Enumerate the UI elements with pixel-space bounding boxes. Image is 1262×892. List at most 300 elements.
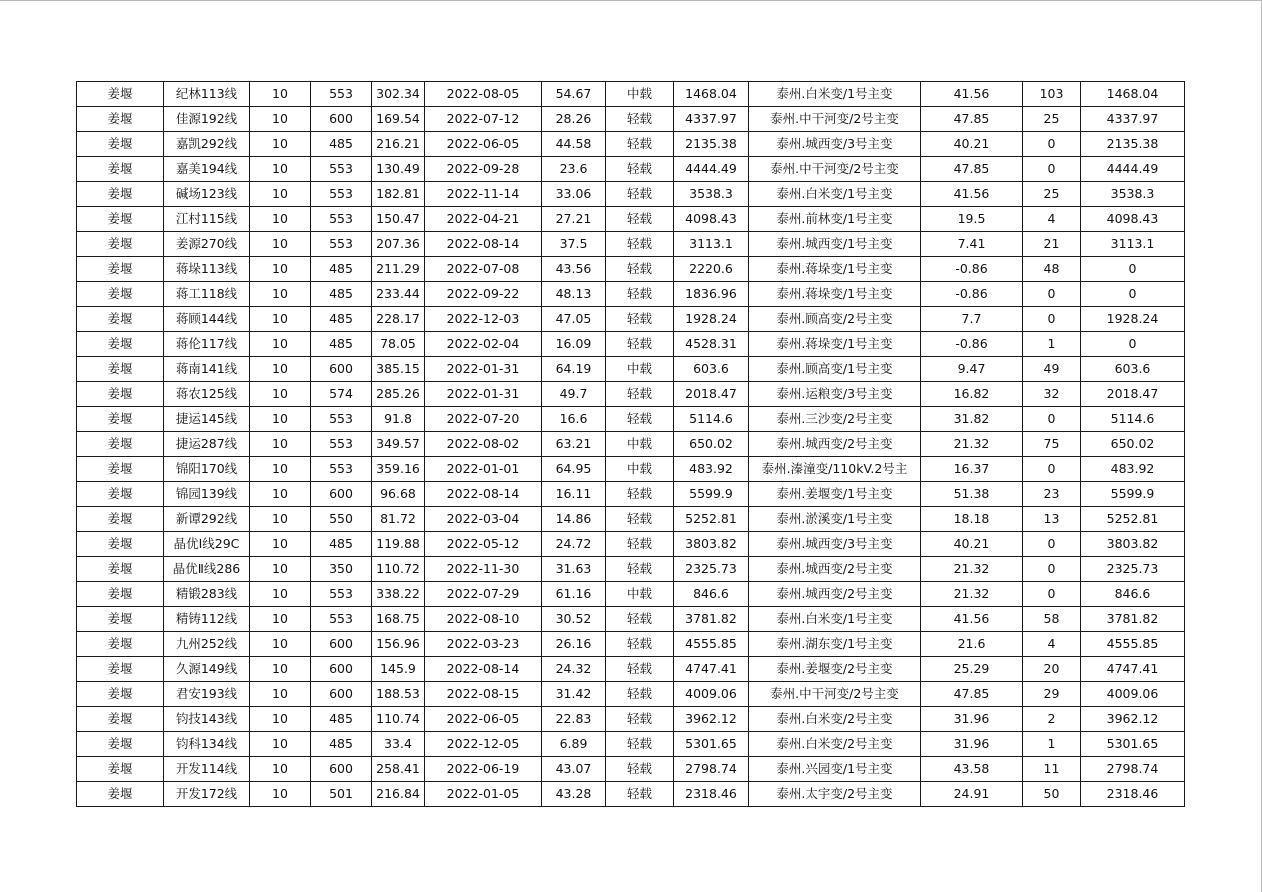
cell-available-capacity: 4009.06 xyxy=(674,682,749,707)
cell-line-name: 捷运145线 xyxy=(164,407,250,432)
cell-line-name: 蒋顾144线 xyxy=(164,307,250,332)
cell-substation-transformer: 泰州.兴园变/1号主变 xyxy=(749,757,921,782)
cell-load-rate: 28.26 xyxy=(542,107,606,132)
cell-date: 2022-12-05 xyxy=(425,732,542,757)
cell-adjusted-capacity: 4444.49 xyxy=(1081,157,1185,182)
cell-rated-current: 600 xyxy=(311,357,372,382)
cell-load-status: 轻载 xyxy=(606,782,674,807)
cell-transformer-load-rate: 47.85 xyxy=(921,107,1023,132)
table-row xyxy=(77,457,1185,482)
cell-rated-current: 550 xyxy=(311,507,372,532)
cell-substation-transformer: 泰州.溱潼变/110kV.2号主 xyxy=(749,457,921,482)
cell-count: 48 xyxy=(1023,257,1081,282)
cell-load-rate: 16.09 xyxy=(542,332,606,357)
cell-adjusted-capacity: 3538.3 xyxy=(1081,182,1185,207)
cell-substation-transformer: 泰州.蒋垛变/1号主变 xyxy=(749,332,921,357)
cell-line-name: 嘉美194线 xyxy=(164,157,250,182)
cell-line-name: 蒋伦117线 xyxy=(164,332,250,357)
cell-voltage: 10 xyxy=(250,182,311,207)
cell-transformer-load-rate: 43.58 xyxy=(921,757,1023,782)
table-row xyxy=(77,657,1185,682)
cell-line-name: 纪林113线 xyxy=(164,82,250,107)
cell-voltage: 10 xyxy=(250,257,311,282)
cell-available-capacity: 4555.85 xyxy=(674,632,749,657)
cell-county: 姜堰 xyxy=(77,107,164,132)
cell-count: 11 xyxy=(1023,757,1081,782)
cell-available-capacity: 846.6 xyxy=(674,582,749,607)
cell-transformer-load-rate: 31.82 xyxy=(921,407,1023,432)
cell-load-rate: 64.95 xyxy=(542,457,606,482)
cell-county: 姜堰 xyxy=(77,657,164,682)
cell-line-name: 蒋工118线 xyxy=(164,282,250,307)
cell-adjusted-capacity: 4098.43 xyxy=(1081,207,1185,232)
cell-count: 20 xyxy=(1023,657,1081,682)
cell-count: 2 xyxy=(1023,707,1081,732)
cell-date: 2022-02-04 xyxy=(425,332,542,357)
cell-rated-current: 600 xyxy=(311,657,372,682)
cell-max-current: 156.96 xyxy=(372,632,425,657)
cell-county: 姜堰 xyxy=(77,732,164,757)
cell-load-rate: 16.6 xyxy=(542,407,606,432)
cell-count: 0 xyxy=(1023,582,1081,607)
cell-line-name: 久源149线 xyxy=(164,657,250,682)
cell-line-name: 蒋南141线 xyxy=(164,357,250,382)
cell-rated-current: 600 xyxy=(311,482,372,507)
cell-substation-transformer: 泰州.白米变/2号主变 xyxy=(749,707,921,732)
cell-substation-transformer: 泰州.顾高变/1号主变 xyxy=(749,357,921,382)
cell-date: 2022-08-14 xyxy=(425,482,542,507)
cell-count: 32 xyxy=(1023,382,1081,407)
cell-rated-current: 600 xyxy=(311,107,372,132)
cell-county: 姜堰 xyxy=(77,382,164,407)
cell-load-rate: 43.28 xyxy=(542,782,606,807)
cell-count: 13 xyxy=(1023,507,1081,532)
cell-max-current: 188.53 xyxy=(372,682,425,707)
cell-county: 姜堰 xyxy=(77,507,164,532)
cell-load-rate: 61.16 xyxy=(542,582,606,607)
cell-adjusted-capacity: 5114.6 xyxy=(1081,407,1185,432)
cell-transformer-load-rate: -0.86 xyxy=(921,332,1023,357)
cell-voltage: 10 xyxy=(250,482,311,507)
cell-load-rate: 6.89 xyxy=(542,732,606,757)
cell-line-name: 钧科134线 xyxy=(164,732,250,757)
cell-adjusted-capacity: 4009.06 xyxy=(1081,682,1185,707)
cell-load-rate: 43.07 xyxy=(542,757,606,782)
cell-max-current: 96.68 xyxy=(372,482,425,507)
cell-voltage: 10 xyxy=(250,232,311,257)
cell-transformer-load-rate: 51.38 xyxy=(921,482,1023,507)
cell-available-capacity: 650.02 xyxy=(674,432,749,457)
cell-county: 姜堰 xyxy=(77,707,164,732)
table-row xyxy=(77,607,1185,632)
cell-line-name: 君安193线 xyxy=(164,682,250,707)
cell-count: 0 xyxy=(1023,132,1081,157)
cell-count: 1 xyxy=(1023,732,1081,757)
table-body xyxy=(77,82,1185,807)
table-row xyxy=(77,357,1185,382)
cell-transformer-load-rate: 16.82 xyxy=(921,382,1023,407)
cell-available-capacity: 4747.41 xyxy=(674,657,749,682)
cell-substation-transformer: 泰州.运粮变/3号主变 xyxy=(749,382,921,407)
cell-load-rate: 37.5 xyxy=(542,232,606,257)
cell-load-status: 轻载 xyxy=(606,482,674,507)
cell-line-name: 捷运287线 xyxy=(164,432,250,457)
table-row xyxy=(77,207,1185,232)
cell-county: 姜堰 xyxy=(77,282,164,307)
cell-max-current: 216.21 xyxy=(372,132,425,157)
cell-transformer-load-rate: -0.86 xyxy=(921,257,1023,282)
cell-rated-current: 600 xyxy=(311,632,372,657)
cell-max-current: 359.16 xyxy=(372,457,425,482)
cell-load-rate: 24.72 xyxy=(542,532,606,557)
cell-county: 姜堰 xyxy=(77,432,164,457)
cell-load-status: 轻载 xyxy=(606,682,674,707)
cell-date: 2022-07-12 xyxy=(425,107,542,132)
cell-date: 2022-04-21 xyxy=(425,207,542,232)
cell-rated-current: 485 xyxy=(311,307,372,332)
cell-substation-transformer: 泰州.太宇变/2号主变 xyxy=(749,782,921,807)
cell-available-capacity: 5301.65 xyxy=(674,732,749,757)
cell-substation-transformer: 泰州.顾高变/2号主变 xyxy=(749,307,921,332)
cell-count: 21 xyxy=(1023,232,1081,257)
cell-county: 姜堰 xyxy=(77,132,164,157)
cell-county: 姜堰 xyxy=(77,457,164,482)
table-row xyxy=(77,732,1185,757)
cell-date: 2022-01-31 xyxy=(425,382,542,407)
cell-max-current: 81.72 xyxy=(372,507,425,532)
cell-date: 2022-03-04 xyxy=(425,507,542,532)
cell-transformer-load-rate: 40.21 xyxy=(921,532,1023,557)
cell-count: 0 xyxy=(1023,282,1081,307)
cell-max-current: 233.44 xyxy=(372,282,425,307)
cell-load-status: 中载 xyxy=(606,82,674,107)
cell-max-current: 385.15 xyxy=(372,357,425,382)
table-row xyxy=(77,257,1185,282)
cell-county: 姜堰 xyxy=(77,157,164,182)
cell-line-name: 碱场123线 xyxy=(164,182,250,207)
cell-voltage: 10 xyxy=(250,307,311,332)
cell-line-name: 精铸112线 xyxy=(164,607,250,632)
cell-voltage: 10 xyxy=(250,782,311,807)
cell-adjusted-capacity: 846.6 xyxy=(1081,582,1185,607)
cell-max-current: 169.54 xyxy=(372,107,425,132)
cell-voltage: 10 xyxy=(250,157,311,182)
cell-transformer-load-rate: 47.85 xyxy=(921,682,1023,707)
cell-rated-current: 485 xyxy=(311,257,372,282)
cell-adjusted-capacity: 5301.65 xyxy=(1081,732,1185,757)
table-row xyxy=(77,407,1185,432)
cell-max-current: 130.49 xyxy=(372,157,425,182)
cell-available-capacity: 2135.38 xyxy=(674,132,749,157)
cell-county: 姜堰 xyxy=(77,782,164,807)
cell-count: 49 xyxy=(1023,357,1081,382)
cell-load-status: 轻载 xyxy=(606,307,674,332)
cell-adjusted-capacity: 2798.74 xyxy=(1081,757,1185,782)
cell-load-status: 轻载 xyxy=(606,507,674,532)
cell-line-name: 佳源192线 xyxy=(164,107,250,132)
cell-rated-current: 485 xyxy=(311,532,372,557)
cell-count: 0 xyxy=(1023,407,1081,432)
cell-rated-current: 553 xyxy=(311,432,372,457)
cell-transformer-load-rate: 19.5 xyxy=(921,207,1023,232)
cell-load-rate: 33.06 xyxy=(542,182,606,207)
cell-transformer-load-rate: 18.18 xyxy=(921,507,1023,532)
cell-load-status: 轻载 xyxy=(606,707,674,732)
cell-max-current: 182.81 xyxy=(372,182,425,207)
table-row xyxy=(77,757,1185,782)
cell-count: 0 xyxy=(1023,457,1081,482)
cell-transformer-load-rate: 41.56 xyxy=(921,182,1023,207)
cell-voltage: 10 xyxy=(250,557,311,582)
cell-adjusted-capacity: 1928.24 xyxy=(1081,307,1185,332)
cell-load-rate: 63.21 xyxy=(542,432,606,457)
cell-county: 姜堰 xyxy=(77,232,164,257)
table-row xyxy=(77,282,1185,307)
cell-voltage: 10 xyxy=(250,507,311,532)
cell-substation-transformer: 泰州.姜堰变/1号主变 xyxy=(749,482,921,507)
cell-transformer-load-rate: 31.96 xyxy=(921,707,1023,732)
cell-transformer-load-rate: 21.6 xyxy=(921,632,1023,657)
cell-substation-transformer: 泰州.姜堰变/2号主变 xyxy=(749,657,921,682)
cell-voltage: 10 xyxy=(250,457,311,482)
cell-date: 2022-03-23 xyxy=(425,632,542,657)
cell-available-capacity: 4098.43 xyxy=(674,207,749,232)
cell-max-current: 78.05 xyxy=(372,332,425,357)
cell-load-status: 中载 xyxy=(606,357,674,382)
cell-max-current: 285.26 xyxy=(372,382,425,407)
cell-available-capacity: 2220.6 xyxy=(674,257,749,282)
cell-date: 2022-05-12 xyxy=(425,532,542,557)
cell-available-capacity: 4528.31 xyxy=(674,332,749,357)
cell-adjusted-capacity: 2318.46 xyxy=(1081,782,1185,807)
cell-available-capacity: 3781.82 xyxy=(674,607,749,632)
cell-rated-current: 350 xyxy=(311,557,372,582)
cell-count: 25 xyxy=(1023,107,1081,132)
cell-load-rate: 48.13 xyxy=(542,282,606,307)
cell-voltage: 10 xyxy=(250,432,311,457)
cell-line-name: 蒋农125线 xyxy=(164,382,250,407)
cell-available-capacity: 483.92 xyxy=(674,457,749,482)
cell-county: 姜堰 xyxy=(77,482,164,507)
cell-voltage: 10 xyxy=(250,107,311,132)
cell-county: 姜堰 xyxy=(77,532,164,557)
cell-available-capacity: 3538.3 xyxy=(674,182,749,207)
cell-date: 2022-06-05 xyxy=(425,707,542,732)
cell-available-capacity: 2318.46 xyxy=(674,782,749,807)
cell-substation-transformer: 泰州.中干河变/2号主变 xyxy=(749,157,921,182)
cell-max-current: 302.34 xyxy=(372,82,425,107)
cell-load-status: 轻载 xyxy=(606,632,674,657)
cell-rated-current: 600 xyxy=(311,757,372,782)
cell-line-name: 蒋垛113线 xyxy=(164,257,250,282)
cell-transformer-load-rate: 21.32 xyxy=(921,557,1023,582)
cell-voltage: 10 xyxy=(250,357,311,382)
table-row xyxy=(77,707,1185,732)
cell-voltage: 10 xyxy=(250,382,311,407)
cell-date: 2022-09-22 xyxy=(425,282,542,307)
cell-load-rate: 54.67 xyxy=(542,82,606,107)
cell-available-capacity: 1836.96 xyxy=(674,282,749,307)
cell-load-rate: 31.63 xyxy=(542,557,606,582)
cell-load-status: 轻载 xyxy=(606,232,674,257)
cell-load-status: 轻载 xyxy=(606,757,674,782)
cell-voltage: 10 xyxy=(250,757,311,782)
page-top-border xyxy=(0,0,1262,1)
cell-adjusted-capacity: 5599.9 xyxy=(1081,482,1185,507)
cell-max-current: 110.74 xyxy=(372,707,425,732)
cell-max-current: 110.72 xyxy=(372,557,425,582)
cell-voltage: 10 xyxy=(250,407,311,432)
cell-load-rate: 26.16 xyxy=(542,632,606,657)
cell-adjusted-capacity: 0 xyxy=(1081,332,1185,357)
table-row xyxy=(77,632,1185,657)
cell-load-status: 轻载 xyxy=(606,532,674,557)
cell-load-rate: 31.42 xyxy=(542,682,606,707)
cell-adjusted-capacity: 4747.41 xyxy=(1081,657,1185,682)
cell-adjusted-capacity: 603.6 xyxy=(1081,357,1185,382)
cell-available-capacity: 2798.74 xyxy=(674,757,749,782)
cell-rated-current: 485 xyxy=(311,732,372,757)
cell-adjusted-capacity: 2018.47 xyxy=(1081,382,1185,407)
cell-voltage: 10 xyxy=(250,607,311,632)
cell-substation-transformer: 泰州.淤溪变/1号主变 xyxy=(749,507,921,532)
cell-available-capacity: 2018.47 xyxy=(674,382,749,407)
cell-line-name: 钧技143线 xyxy=(164,707,250,732)
cell-county: 姜堰 xyxy=(77,182,164,207)
cell-county: 姜堰 xyxy=(77,557,164,582)
cell-substation-transformer: 泰州.白米变/1号主变 xyxy=(749,182,921,207)
cell-date: 2022-07-29 xyxy=(425,582,542,607)
cell-available-capacity: 4337.97 xyxy=(674,107,749,132)
cell-substation-transformer: 泰州.前林变/1号主变 xyxy=(749,207,921,232)
cell-rated-current: 553 xyxy=(311,582,372,607)
cell-transformer-load-rate: 7.41 xyxy=(921,232,1023,257)
cell-load-rate: 44.58 xyxy=(542,132,606,157)
table-row xyxy=(77,782,1185,807)
cell-load-status: 轻载 xyxy=(606,407,674,432)
cell-load-rate: 64.19 xyxy=(542,357,606,382)
cell-load-rate: 47.05 xyxy=(542,307,606,332)
cell-count: 75 xyxy=(1023,432,1081,457)
cell-substation-transformer: 泰州.白米变/1号主变 xyxy=(749,82,921,107)
cell-count: 25 xyxy=(1023,182,1081,207)
cell-max-current: 33.4 xyxy=(372,732,425,757)
cell-rated-current: 485 xyxy=(311,332,372,357)
cell-transformer-load-rate: 31.96 xyxy=(921,732,1023,757)
cell-load-status: 轻载 xyxy=(606,257,674,282)
cell-substation-transformer: 泰州.中干河变/2号主变 xyxy=(749,682,921,707)
cell-load-rate: 43.56 xyxy=(542,257,606,282)
cell-adjusted-capacity: 4555.85 xyxy=(1081,632,1185,657)
cell-adjusted-capacity: 4337.97 xyxy=(1081,107,1185,132)
cell-available-capacity: 1468.04 xyxy=(674,82,749,107)
cell-load-status: 轻载 xyxy=(606,382,674,407)
cell-load-status: 轻载 xyxy=(606,332,674,357)
cell-adjusted-capacity: 483.92 xyxy=(1081,457,1185,482)
cell-transformer-load-rate: 25.29 xyxy=(921,657,1023,682)
table-row xyxy=(77,482,1185,507)
cell-load-rate: 49.7 xyxy=(542,382,606,407)
cell-line-name: 精锻283线 xyxy=(164,582,250,607)
cell-max-current: 168.75 xyxy=(372,607,425,632)
cell-county: 姜堰 xyxy=(77,332,164,357)
cell-voltage: 10 xyxy=(250,282,311,307)
cell-rated-current: 553 xyxy=(311,607,372,632)
cell-date: 2022-06-19 xyxy=(425,757,542,782)
cell-county: 姜堰 xyxy=(77,207,164,232)
cell-voltage: 10 xyxy=(250,707,311,732)
table-row xyxy=(77,532,1185,557)
cell-voltage: 10 xyxy=(250,632,311,657)
table-row xyxy=(77,582,1185,607)
cell-voltage: 10 xyxy=(250,657,311,682)
cell-count: 29 xyxy=(1023,682,1081,707)
cell-county: 姜堰 xyxy=(77,307,164,332)
cell-load-status: 轻载 xyxy=(606,207,674,232)
table-row xyxy=(77,157,1185,182)
cell-adjusted-capacity: 3781.82 xyxy=(1081,607,1185,632)
table-row xyxy=(77,682,1185,707)
cell-max-current: 119.88 xyxy=(372,532,425,557)
feeder-load-table xyxy=(76,81,1185,807)
table-row xyxy=(77,232,1185,257)
cell-adjusted-capacity: 650.02 xyxy=(1081,432,1185,457)
cell-max-current: 91.8 xyxy=(372,407,425,432)
cell-date: 2022-08-05 xyxy=(425,82,542,107)
cell-rated-current: 485 xyxy=(311,282,372,307)
cell-load-rate: 23.6 xyxy=(542,157,606,182)
cell-substation-transformer: 泰州.城西变/3号主变 xyxy=(749,532,921,557)
cell-count: 4 xyxy=(1023,632,1081,657)
cell-line-name: 晶优Ⅱ线286 xyxy=(164,557,250,582)
cell-count: 58 xyxy=(1023,607,1081,632)
cell-load-status: 轻载 xyxy=(606,107,674,132)
cell-available-capacity: 5114.6 xyxy=(674,407,749,432)
cell-load-status: 轻载 xyxy=(606,607,674,632)
cell-available-capacity: 603.6 xyxy=(674,357,749,382)
cell-count: 0 xyxy=(1023,557,1081,582)
cell-date: 2022-08-02 xyxy=(425,432,542,457)
cell-max-current: 338.22 xyxy=(372,582,425,607)
cell-load-status: 中载 xyxy=(606,432,674,457)
cell-date: 2022-08-10 xyxy=(425,607,542,632)
cell-load-status: 轻载 xyxy=(606,182,674,207)
cell-substation-transformer: 泰州.蒋垛变/1号主变 xyxy=(749,282,921,307)
cell-transformer-load-rate: 40.21 xyxy=(921,132,1023,157)
cell-rated-current: 501 xyxy=(311,782,372,807)
cell-line-name: 新谭292线 xyxy=(164,507,250,532)
cell-date: 2022-01-01 xyxy=(425,457,542,482)
cell-date: 2022-07-08 xyxy=(425,257,542,282)
cell-count: 0 xyxy=(1023,157,1081,182)
cell-load-rate: 16.11 xyxy=(542,482,606,507)
cell-rated-current: 485 xyxy=(311,707,372,732)
cell-transformer-load-rate: 16.37 xyxy=(921,457,1023,482)
table-row xyxy=(77,507,1185,532)
cell-date: 2022-08-15 xyxy=(425,682,542,707)
cell-transformer-load-rate: 21.32 xyxy=(921,432,1023,457)
cell-county: 姜堰 xyxy=(77,357,164,382)
cell-line-name: 姜源270线 xyxy=(164,232,250,257)
cell-rated-current: 553 xyxy=(311,182,372,207)
cell-line-name: 九州252线 xyxy=(164,632,250,657)
cell-adjusted-capacity: 0 xyxy=(1081,282,1185,307)
cell-rated-current: 553 xyxy=(311,232,372,257)
cell-date: 2022-08-14 xyxy=(425,657,542,682)
table-row xyxy=(77,332,1185,357)
cell-line-name: 锦园139线 xyxy=(164,482,250,507)
table-row xyxy=(77,557,1185,582)
